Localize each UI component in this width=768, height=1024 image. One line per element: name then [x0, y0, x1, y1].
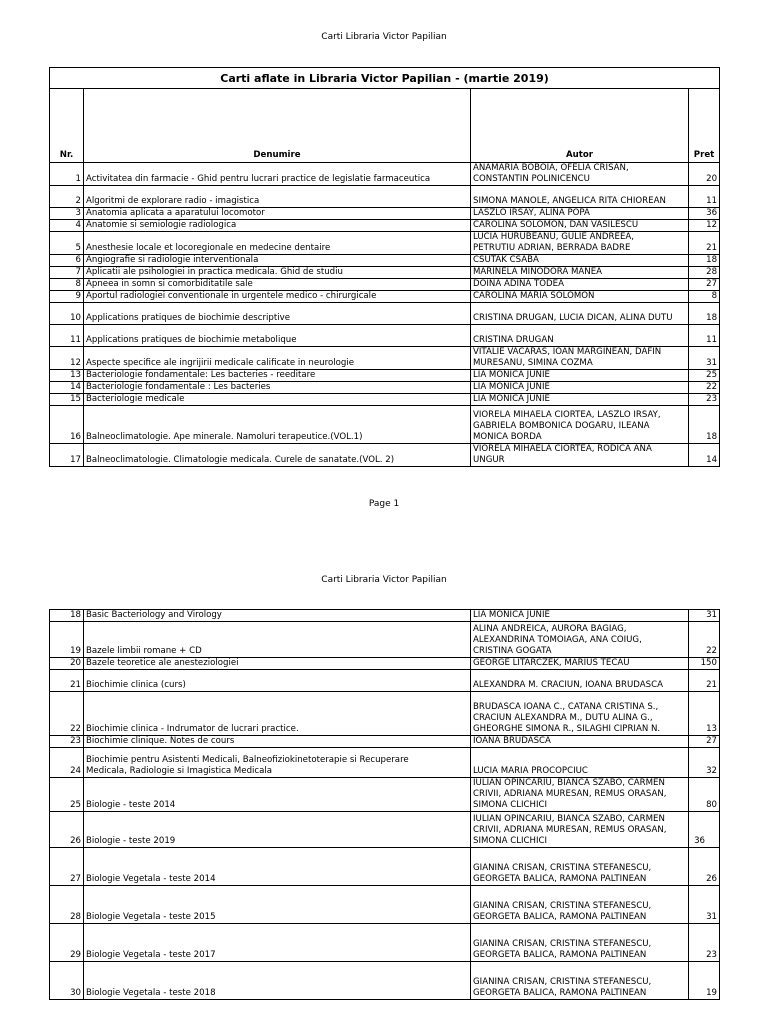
- table-row: [50, 267, 720, 279]
- book-author-line: GIANINA CRISAN, CRISTINA STEFANESCU,: [473, 863, 652, 873]
- book-author-line: CRACIUN ALEXANDRA M., DUTU ALINA G.,: [473, 713, 653, 723]
- row-number: 13: [50, 370, 84, 382]
- book-author-line: LUCIA HURUBEANU, GULIE ANDREEA,: [473, 232, 634, 242]
- row-number: 7: [50, 267, 84, 279]
- book-title: [84, 736, 471, 748]
- book-price: 18: [689, 406, 720, 444]
- book-author-line: MURESANU, SIMINA COZMA: [473, 358, 593, 368]
- book-author-line: SIMONA CLICHICI: [473, 800, 548, 810]
- table-row: [50, 736, 720, 748]
- table-row: [50, 748, 720, 778]
- book-title: Aspecte specifice ale ingrijirii medicale calificate in neurologie: [84, 347, 471, 370]
- row-number: 27: [50, 848, 84, 886]
- row-number: 2: [50, 186, 84, 208]
- row-number: 3: [50, 208, 84, 220]
- table-title: Carti aflate in Libraria Victor Papilian - (martie 2019): [50, 68, 720, 89]
- book-title: Applications pratiques de biochimie descriptive: [84, 303, 471, 325]
- book-title: [84, 748, 471, 778]
- row-number: 16: [50, 406, 84, 444]
- book-author-line: DOINA ADINA TODEA: [473, 279, 564, 289]
- book-title-line: Biologie Vegetala - teste 2017: [86, 950, 216, 960]
- row-number: 11: [50, 325, 84, 347]
- book-author-line: MONICA BORDA: [473, 432, 542, 442]
- book-author: [471, 610, 689, 622]
- book-price: 22: [689, 382, 720, 394]
- book-title-line: Biologie Vegetala - teste 2018: [86, 988, 216, 998]
- table-row: [50, 291, 720, 303]
- table-row: [50, 692, 720, 736]
- book-title: Bacteriologie fondamentale: Les bacteries - reeditare: [84, 370, 471, 382]
- table-row: [50, 924, 720, 962]
- book-author: [471, 232, 689, 255]
- book-price: 13: [689, 692, 720, 736]
- table-row: [50, 163, 720, 186]
- row-number: 24: [50, 748, 84, 778]
- book-author-line: GABRIELA BOMBONICA DOGARU, ILEANA: [473, 421, 650, 431]
- column-header-denumire: Denumire: [84, 89, 471, 163]
- row-number: 20: [50, 658, 84, 670]
- book-price: 32: [689, 748, 720, 778]
- book-title: [84, 658, 471, 670]
- book-author-line: GIANINA CRISAN, CRISTINA STEFANESCU,: [473, 977, 652, 987]
- book-author-line: VIORELA MIHAELA CIORTEA, LASZLO IRSAY,: [473, 410, 661, 420]
- book-price: 21: [689, 670, 720, 692]
- book-author-line: ALEXANDRA M. CRACIUN, IOANA BRUDASCA: [473, 680, 663, 690]
- book-title: [84, 622, 471, 658]
- row-number: 1: [50, 163, 84, 186]
- book-author: [471, 163, 689, 186]
- table-row: [50, 186, 720, 208]
- book-author-line: CSUTAK CSABA: [473, 255, 539, 265]
- book-title: [84, 962, 471, 1000]
- table-row: [50, 444, 720, 467]
- column-header-nr: Nr.: [50, 89, 84, 163]
- book-author-line: LASZLO IRSAY, ALINA POPA: [473, 208, 590, 218]
- row-number: 22: [50, 692, 84, 736]
- book-price: 18: [689, 303, 720, 325]
- book-author-line: BRUDASCA IOANA C., CATANA CRISTINA S.,: [473, 702, 659, 712]
- table-row: [50, 658, 720, 670]
- table-row: [50, 382, 720, 394]
- table-row: [50, 406, 720, 444]
- table-row: [50, 778, 720, 812]
- book-title-line: Basic Bacteriology and Virology: [86, 610, 222, 620]
- book-title-line: Biochimie clinica (curs): [86, 680, 186, 690]
- book-price: 80: [689, 778, 720, 812]
- book-author: [471, 812, 689, 848]
- book-author: [471, 406, 689, 444]
- book-author: [471, 962, 689, 1000]
- book-author-line: IULIAN OPINCARIU, BIANCA SZABO, CARMEN: [473, 814, 665, 824]
- book-price: 14: [689, 444, 720, 467]
- book-title-line: Biochimie clinique. Notes de cours: [86, 736, 235, 746]
- book-author-line: GEORGETA BALICA, RAMONA PALTINEAN: [473, 950, 647, 960]
- book-author-line: SIMONA CLICHICI: [473, 836, 548, 846]
- book-title-line: Biochimie clinica - Indrumator de lucrari practice.: [86, 724, 299, 734]
- book-author-line: ALINA ANDREICA, AURORA BAGIAG,: [473, 624, 627, 634]
- table-row: [50, 812, 720, 848]
- book-price: 25: [689, 370, 720, 382]
- book-author: [471, 370, 689, 382]
- book-price: 28: [689, 267, 720, 279]
- book-price: 31: [689, 610, 720, 622]
- book-title-line: Medicala, Radiologie si Imagistica Medicala: [86, 766, 273, 776]
- row-number: 12: [50, 347, 84, 370]
- book-price: 20: [689, 163, 720, 186]
- row-number: 28: [50, 886, 84, 924]
- book-author: [471, 279, 689, 291]
- book-author-line: GEORGETA BALICA, RAMONA PALTINEAN: [473, 874, 647, 884]
- book-price: 36: [689, 208, 720, 220]
- book-title-line: Biologie - teste 2014: [86, 800, 176, 810]
- book-author-line: UNGUR: [473, 455, 505, 465]
- book-author-line: GIANINA CRISAN, CRISTINA STEFANESCU,: [473, 939, 652, 949]
- book-table-page-1: [49, 67, 720, 467]
- book-author-line: SIMONA MANOLE, ANGELICA RITA CHIOREAN: [473, 196, 666, 206]
- table-row: [50, 220, 720, 232]
- book-title: [84, 692, 471, 736]
- book-title: Algoritmi de explorare radio - imagistica: [84, 186, 471, 208]
- row-number: 18: [50, 610, 84, 622]
- table-row: [50, 347, 720, 370]
- book-author: [471, 748, 689, 778]
- book-title: [84, 886, 471, 924]
- book-title: Balneoclimatologie. Ape minerale. Namoluri terapeutice.(VOL.1): [84, 406, 471, 444]
- book-author-line: CAROLINA SOLOMON, DAN VASILESCU: [473, 220, 639, 230]
- book-author: [471, 220, 689, 232]
- book-title: Applications pratiques de biochimie metabolique: [84, 325, 471, 347]
- book-author-line: LIA MONICA JUNIE: [473, 610, 550, 620]
- book-price: 26: [689, 848, 720, 886]
- book-title: Anatomia aplicata a aparatului locomotor: [84, 208, 471, 220]
- book-author: [471, 778, 689, 812]
- book-author-line: CRIVII, ADRIANA MURESAN, REMUS ORASAN,: [473, 825, 667, 835]
- book-title: Anesthesie locale et locoregionale en medecine dentaire: [84, 232, 471, 255]
- book-price: 22: [689, 622, 720, 658]
- book-author-line: IOANA BRUDASCA: [473, 736, 551, 746]
- table-row: [50, 303, 720, 325]
- book-price: 21: [689, 232, 720, 255]
- row-number: 5: [50, 232, 84, 255]
- row-number: 21: [50, 670, 84, 692]
- table-row: [50, 622, 720, 658]
- book-author: [471, 303, 689, 325]
- book-author-line: GEORGETA BALICA, RAMONA PALTINEAN: [473, 988, 647, 998]
- book-author: [471, 444, 689, 467]
- row-number: 8: [50, 279, 84, 291]
- book-price: 8: [689, 291, 720, 303]
- row-number: 9: [50, 291, 84, 303]
- book-author-line: MARINELA MINODORA MANEA: [473, 267, 603, 277]
- book-title: [84, 924, 471, 962]
- table-row: [50, 886, 720, 924]
- book-title: Bacteriologie medicale: [84, 394, 471, 406]
- table-row: [50, 370, 720, 382]
- table-row: [50, 255, 720, 267]
- book-author-line: CAROLINA MARIA SOLOMON: [473, 291, 595, 301]
- row-number: 25: [50, 778, 84, 812]
- book-table-page-2: [49, 609, 720, 1000]
- row-number: 23: [50, 736, 84, 748]
- book-title: [84, 670, 471, 692]
- book-price: 23: [689, 924, 720, 962]
- book-author: [471, 186, 689, 208]
- row-number: 17: [50, 444, 84, 467]
- table-row: [50, 208, 720, 220]
- book-price: 31: [689, 347, 720, 370]
- book-author: [471, 848, 689, 886]
- book-author-line: LUCIA MARIA PROCOPCIUC: [473, 766, 588, 776]
- book-author-line: GEORGETA BALICA, RAMONA PALTINEAN: [473, 912, 647, 922]
- table-row: [50, 962, 720, 1000]
- book-title: Angiografie si radiologie interventionala: [84, 255, 471, 267]
- book-author: [471, 291, 689, 303]
- table-row: [50, 232, 720, 255]
- book-author-line: GEORGE LITARCZEK, MARIUS TECAU: [473, 658, 630, 668]
- book-title: [84, 778, 471, 812]
- book-title-line: Biologie Vegetala - teste 2015: [86, 912, 216, 922]
- page-2-header: Carti Libraria Victor Papilian: [321, 575, 447, 585]
- table-row: [50, 848, 720, 886]
- row-number: 14: [50, 382, 84, 394]
- book-author: [471, 267, 689, 279]
- book-author-line: VIORELA MIHAELA CIORTEA, RODICA ANA: [473, 444, 652, 454]
- book-price: 11: [689, 186, 720, 208]
- table-row: [50, 279, 720, 291]
- book-price: 23: [689, 394, 720, 406]
- book-title-line: Biologie Vegetala - teste 2014: [86, 874, 216, 884]
- book-title: Aportul radiologiei conventionale in urgentele medico - chirurgicale: [84, 291, 471, 303]
- book-price: 19: [689, 962, 720, 1000]
- column-header-autor: Autor: [471, 89, 689, 163]
- row-number: 4: [50, 220, 84, 232]
- page-footer: Page 1: [368, 499, 400, 509]
- book-author: [471, 924, 689, 962]
- book-title-line: Biochimie pentru Asistenti Medicali, Balneofiziokinetoterapie si Recuperare: [86, 755, 409, 765]
- table-row: [50, 325, 720, 347]
- book-title: Balneoclimatologie. Climatologie medicala. Curele de sanatate.(VOL. 2): [84, 444, 471, 467]
- book-author-line: VITALIE VACARAS, IOAN MARGINEAN, DAFIN: [473, 347, 662, 357]
- row-number: 29: [50, 924, 84, 962]
- book-price: 36: [689, 812, 720, 848]
- book-author: [471, 255, 689, 267]
- book-title: [84, 610, 471, 622]
- book-title-line: Bazele teoretice ale anesteziologiei: [86, 658, 239, 668]
- book-author-line: CRISTINA DRUGAN, LUCIA DICAN, ALINA DUTU: [473, 313, 673, 323]
- table-row: [50, 610, 720, 622]
- book-author: [471, 886, 689, 924]
- book-author-line: CRISTINA DRUGAN: [473, 335, 554, 345]
- book-author-line: LIA MONICA JUNIE: [473, 370, 550, 380]
- book-price: 18: [689, 255, 720, 267]
- row-number: 6: [50, 255, 84, 267]
- book-title-line: Bazele limbii romane + CD: [86, 646, 202, 656]
- row-number: 30: [50, 962, 84, 1000]
- book-author: [471, 622, 689, 658]
- column-header-pret: Pret: [689, 89, 720, 163]
- book-author-line: CONSTANTIN POLINICENCU: [473, 174, 590, 184]
- book-author: [471, 347, 689, 370]
- book-price: 12: [689, 220, 720, 232]
- book-title-line: Biologie - teste 2019: [86, 836, 176, 846]
- book-author: [471, 382, 689, 394]
- book-author: [471, 208, 689, 220]
- book-title: Aplicatii ale psihologiei in practica medicala. Ghid de studiu: [84, 267, 471, 279]
- book-price: 31: [689, 886, 720, 924]
- book-title: [84, 848, 471, 886]
- row-number: 19: [50, 622, 84, 658]
- book-author-line: LIA MONICA JUNIE: [473, 394, 550, 404]
- book-author-line: IULIAN OPINCARIU, BIANCA SZABO, CARMEN: [473, 778, 665, 788]
- book-author: [471, 692, 689, 736]
- row-number: 10: [50, 303, 84, 325]
- page-1-header: Carti Libraria Victor Papilian: [321, 32, 447, 42]
- book-author-line: ALEXANDRINA TOMOIAGA, ANA COIUG,: [473, 635, 642, 645]
- book-author: [471, 394, 689, 406]
- row-number: 15: [50, 394, 84, 406]
- book-author-line: GIANINA CRISAN, CRISTINA STEFANESCU,: [473, 901, 652, 911]
- book-author: [471, 670, 689, 692]
- book-price: 11: [689, 325, 720, 347]
- table-row: [50, 670, 720, 692]
- book-price: 27: [689, 736, 720, 748]
- book-author-line: LIA MONICA JUNIE: [473, 382, 550, 392]
- book-title: [84, 812, 471, 848]
- book-author-line: GHEORGHE SIMONA R., SILAGHI CIPRIAN N.: [473, 724, 661, 734]
- book-author-line: ANAMARIA BOBOIA, OFELIA CRISAN,: [473, 163, 629, 173]
- book-author-line: CRIVII, ADRIANA MURESAN, REMUS ORASAN,: [473, 789, 667, 799]
- book-title: Anatomie si semiologie radiologica: [84, 220, 471, 232]
- book-price: 150: [689, 658, 720, 670]
- book-price: 27: [689, 279, 720, 291]
- book-author-line: CRISTINA GOGATA: [473, 646, 552, 656]
- book-title: Apneea in somn si comorbiditatile sale: [84, 279, 471, 291]
- book-author: [471, 325, 689, 347]
- book-title: Activitatea din farmacie - Ghid pentru lucrari practice de legislatie farmaceutica: [84, 163, 471, 186]
- table-row: [50, 394, 720, 406]
- book-title: Bacteriologie fondamentale : Les bacteries: [84, 382, 471, 394]
- row-number: 26: [50, 812, 84, 848]
- book-author-line: PETRUTIU ADRIAN, BERRADA BADRE: [473, 243, 631, 253]
- book-author: [471, 658, 689, 670]
- book-author: [471, 736, 689, 748]
